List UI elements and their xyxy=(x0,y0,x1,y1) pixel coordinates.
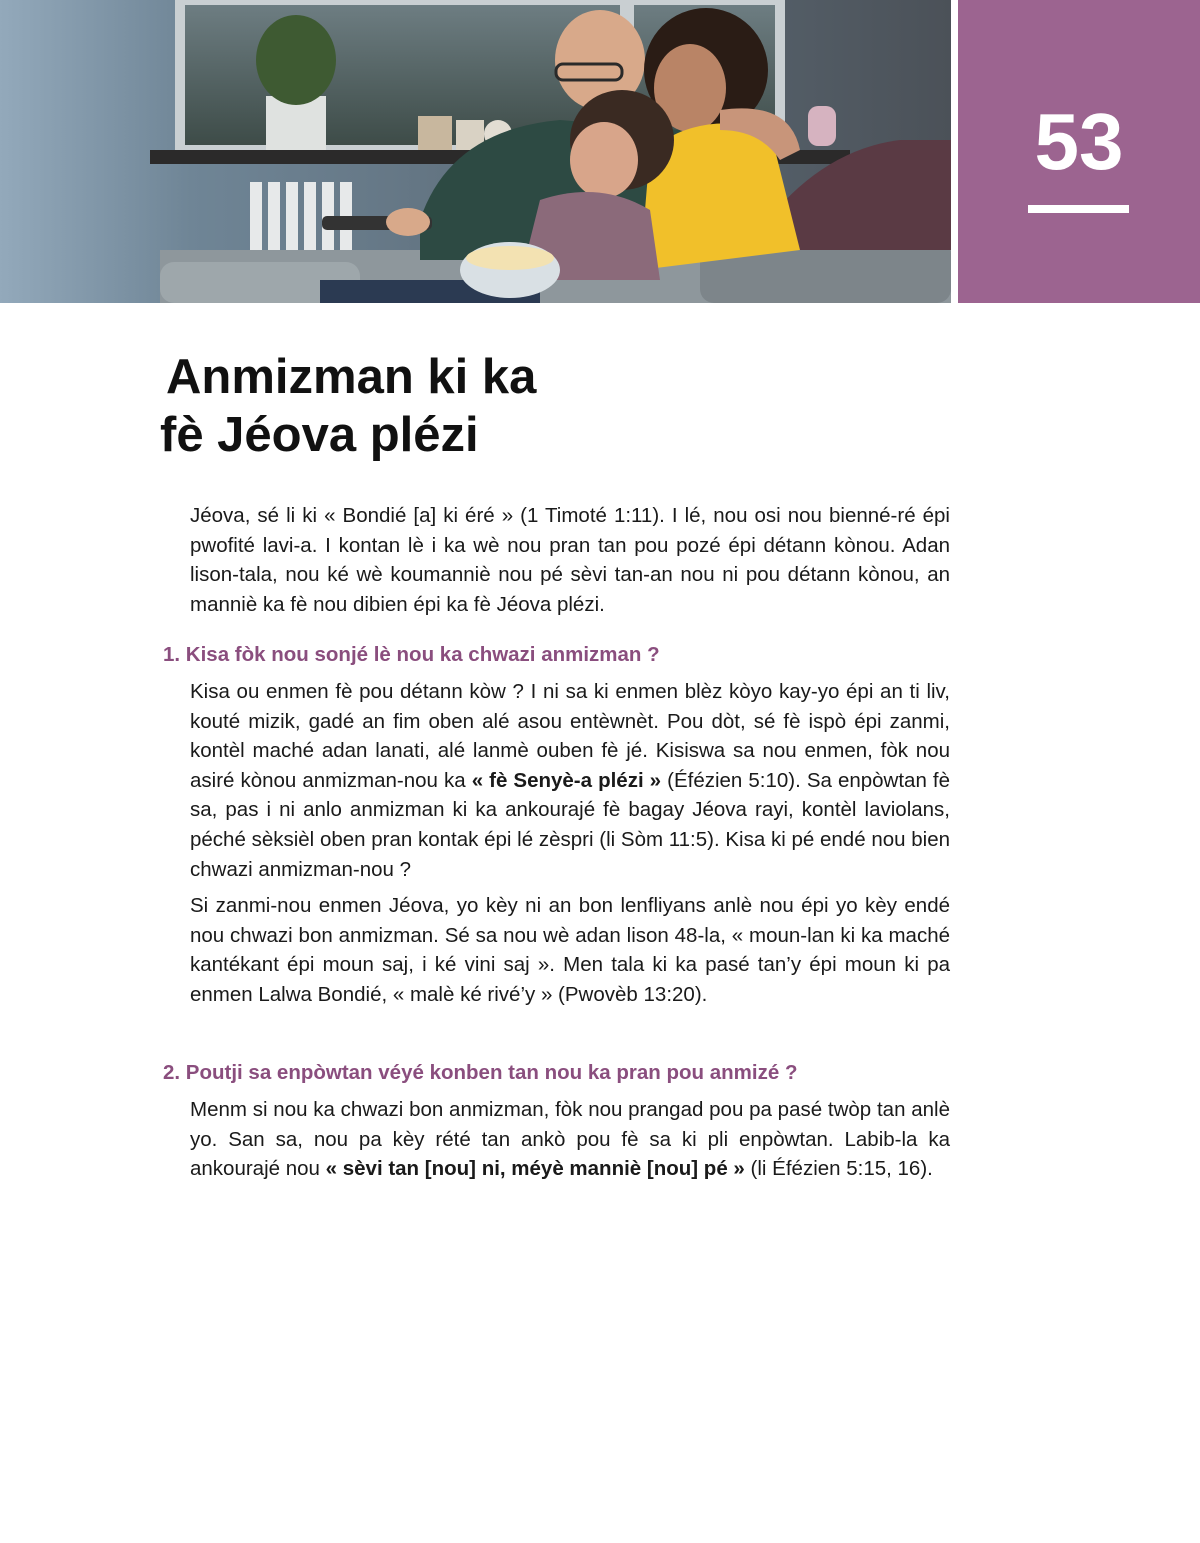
section-1-p1-emphasis: « fè Senyè-a plézi » xyxy=(471,768,662,792)
section-2-paragraph-1 xyxy=(190,1095,950,1184)
lesson-number: 53 xyxy=(1034,97,1124,186)
section-1-p1-text-end: (Éfézien 5:10). Sa enpòwtan fè sa, pas i ni anlo anmizman ki ka ankourajé fè bagay Jéova rayi, kontèl laviolans, péché sèksièl oben pran kontak épi lé zèspri (li Sòm 11:5). Kisa ki pé endé nou bien chwazi anmizman-nou ? xyxy=(190,768,950,881)
section-2-p1-text-start: Menm si nou ka chwazi bon anmizman, fòk nou prangad pou pa pasé twòp tan anlè yo. San sa, nou pa kèy rété tan ankò pou fè sa ki pli enpòwtan. Labib-la ka ankourajé nou xyxy=(190,1098,950,1181)
section-2-p1-text-end: (li Éfézien 5:15, 16). xyxy=(744,1157,933,1181)
section-1-paragraph-1 xyxy=(190,677,950,884)
lesson-number-tab xyxy=(958,0,1200,303)
page-title xyxy=(160,348,536,464)
hero-photo xyxy=(0,0,951,303)
section-1-paragraph-2: Si zanmi-nou enmen Jéova, yo kèy ni an bon lenfliyans anlè nou épi yo kèy endé nou chwazi bon anmizman. Sé sa nou wè adan lison 48-la, « moun-lan ki ka maché kantékant épi moun saj, i ké vini saj ». Men tala ki ka pasé tan’y épi moun ki pa enmen Lalwa Bondié, « malè ké rivé’y » (Pwovèb 13:20). xyxy=(190,894,950,1006)
section-2-question: 2. Poutji sa enpòwtan véyé konben tan nou ka pran pou anmizé ? xyxy=(163,1061,798,1084)
page-title-line-1: Anmizman ki ka xyxy=(166,350,537,404)
section-1-question: 1. Kisa fòk nou sonjé lè nou ka chwazi anmizman ? xyxy=(163,643,660,666)
page-title-line-2: fè Jéova plézi xyxy=(160,408,479,462)
section-1-p1-text-start: Kisa ou enmen fè pou détann kòw ? I ni sa ki enmen blèz kòyo kay-yo épi an ti liv, kouté mizik, gadé an fim oben alé asou entèwnèt. Pou dòt, sé fè ispò épi zanmi, kontèl maché adan lanati, alé lanmè ouben fè jé. Kisiswa sa nou enmen, fòk nou asiré kònou anmizman-nou ka xyxy=(190,680,950,792)
lesson-number-underline xyxy=(1028,205,1129,213)
section-2-p1-emphasis: « sèvi tan [nou] ni, méyè manniè [nou] pé » xyxy=(325,1157,745,1181)
intro-paragraph: Jéova, sé li ki « Bondié [a] ki éré » (1 Timoté 1:11). I lé, nou osi nou bienné-ré épi pwofité lavi-a. I kontan lè i ka wè nou pran tan pou pozé épi détann kònou. Adan lison-tala, nou ké wè koumanniè nou pé sèvi tan-an nou ni pou détann kònou, an manniè ka fè nou dibien épi ka fè Jéova plézi. xyxy=(190,504,950,616)
